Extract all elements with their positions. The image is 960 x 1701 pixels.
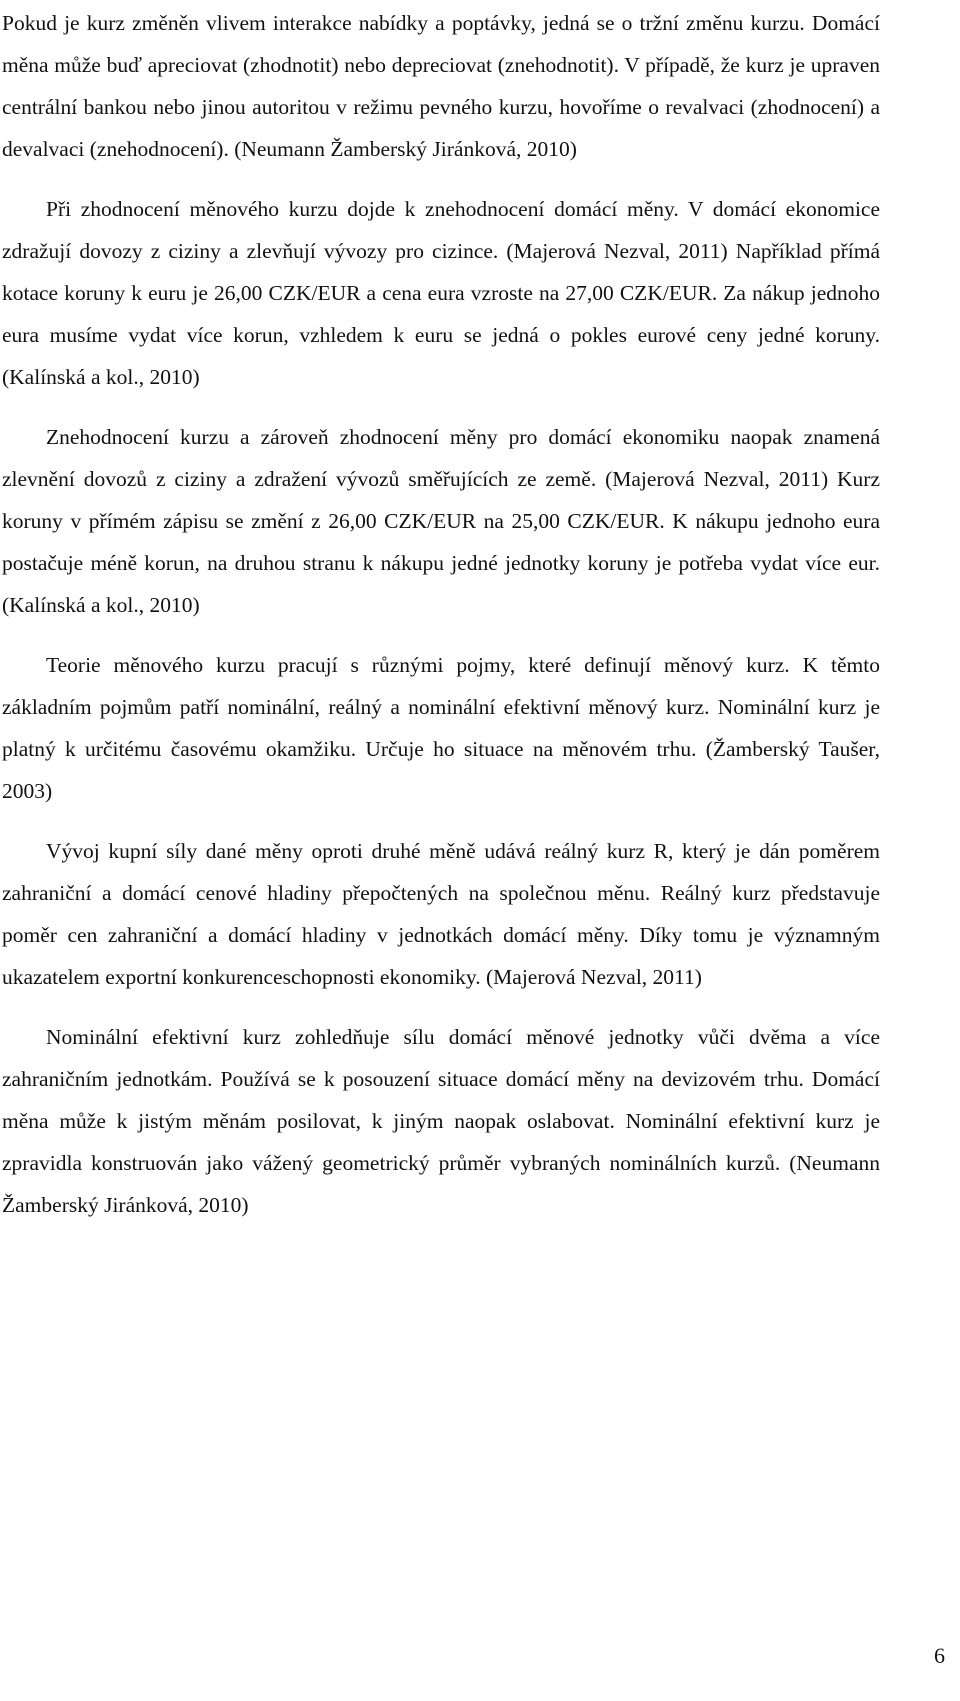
- document-body: [0, 2, 960, 1226]
- paragraph-2: Při zhodnocení měnového kurzu dojde k znehodnocení domácí měny. V domácí ekonomice zdražují dovozy z ciziny a zlevňují vývozy pro cizince. (Majerová Nezval, 2011) Například přímá kotace koruny k euru je 26,00 CZK/EUR a cena eura vzroste na 27,00 CZK/EUR. Za nákup jednoho eura musíme vydat více korun, vzhledem k euru se jedná o pokles eurové ceny jedné koruny. (Kalínská a kol., 2010): [2, 197, 880, 389]
- page-number: 6: [934, 1643, 945, 1668]
- paragraph-6: Nominální efektivní kurz zohledňuje sílu domácí měnové jednotky vůči dvěma a více zahraničním jednotkám. Používá se k posouzení situace domácí měny na devizovém trhu. Domácí měna může k jistým měnám posilovat, k jiným naopak oslabovat. Nominální efektivní kurz je zpravidla konstruován jako vážený geometrický průměr vybraných nominálních kurzů. (Neumann Žamberský Jiránková, 2010): [2, 1025, 880, 1217]
- paragraph-1: Pokud je kurz změněn vlivem interakce nabídky a poptávky, jedná se o tržní změnu kurzu. Domácí měna může buď apreciovat (zhodnotit) nebo depreciovat (znehodnotit). V případě, že kurz je upraven centrální bankou nebo jinou autoritou v režimu pevného kurzu, hovoříme o revalvaci (zhodnocení) a devalvaci (znehodnocení). (Neumann Žamberský Jiránková, 2010): [2, 11, 880, 161]
- paragraph-5: Vývoj kupní síly dané měny oproti druhé měně udává reálný kurz R, který je dán poměrem zahraniční a domácí cenové hladiny přepočtených na společnou měnu. Reálný kurz představuje poměr cen zahraniční a domácí hladiny v jednotkách domácí měny. Díky tomu je významným ukazatelem exportní konkurenceschopnosti ekonomiky. (Majerová Nezval, 2011): [2, 839, 880, 989]
- paragraph-4: Teorie měnového kurzu pracují s různými pojmy, které definují měnový kurz. K těmto základním pojmům patří nominální, reálný a nominální efektivní měnový kurz. Nominální kurz je platný k určitému časovému okamžiku. Určuje ho situace na měnovém trhu. (Žamberský Taušer, 2003): [2, 653, 880, 803]
- paragraph-3: Znehodnocení kurzu a zároveň zhodnocení měny pro domácí ekonomiku naopak znamená zlevnění dovozů z ciziny a zdražení vývozů směřujících ze země. (Majerová Nezval, 2011) Kurz koruny v přímém zápisu se změní z 26,00 CZK/EUR na 25,00 CZK/EUR. K nákupu jednoho eura postačuje méně korun, na druhou stranu k nákupu jedné jednotky koruny je potřeba vydat více eur. (Kalínská a kol., 2010): [2, 425, 880, 617]
